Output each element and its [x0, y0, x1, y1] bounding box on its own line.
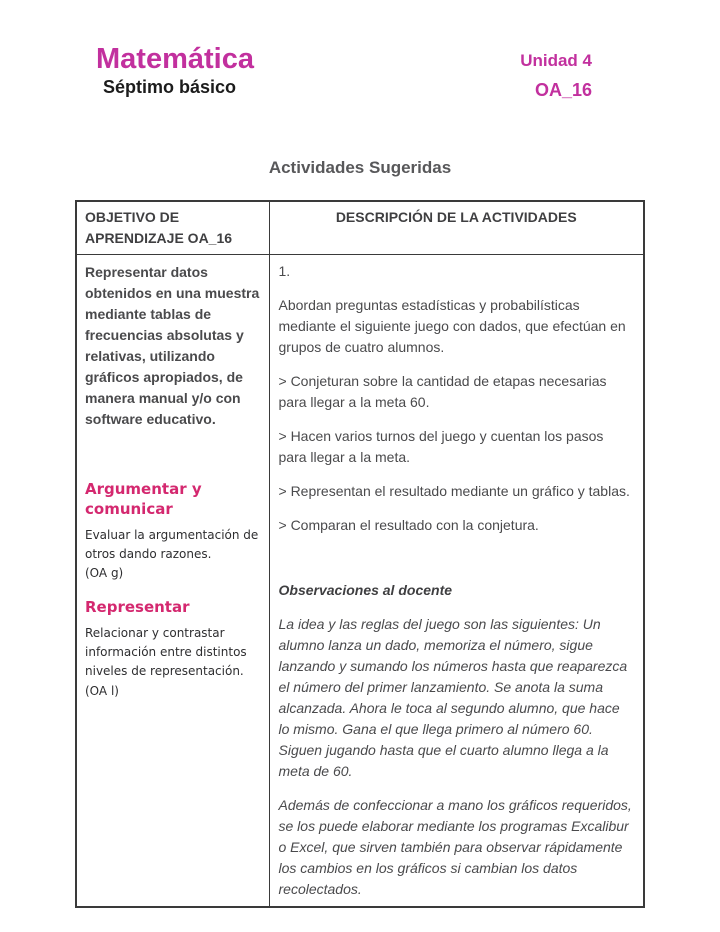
skill-description: Relacionar y contrastar información entre distintos niveles de representación. — [85, 626, 247, 679]
skill-block-representar — [85, 598, 261, 701]
oa-label: OA_16 — [534, 80, 592, 100]
skill-oa-code: (OA g) — [85, 566, 124, 581]
column-header-objective: OBJETIVO DE APRENDIZAJE OA_16 — [76, 201, 269, 255]
header-left-block — [96, 44, 254, 98]
activities-table — [75, 200, 645, 908]
header-right-block — [520, 51, 592, 101]
document-header — [0, 0, 720, 101]
objective-text: Representar datos obtenidos en una muestra mediante tablas de frecuencias absolutas y relativas, utilizando gráficos apropiados, de manera manual y/o con software educativo. — [85, 264, 260, 427]
observations-paragraph: Además de confeccionar a mano los gráficos requeridos, se los puede elaborar mediante los programas Excalibur o Excel, que sirven también para observar rápidamente los cambios en los gráficos si cambian los datos recolectados. — [278, 797, 632, 897]
skill-heading: Representar — [85, 597, 190, 616]
skill-heading: Argumentar y comunicar — [85, 480, 202, 518]
activity-intro: Abordan preguntas estadísticas y probabilísticas mediante el siguiente juego con dados, que efectúan en grupos de cuatro alumnos. — [278, 297, 626, 355]
grade-subtitle: Séptimo básico — [103, 77, 237, 98]
description-cell — [269, 255, 644, 908]
subject-title: Matemática — [96, 43, 254, 75]
activity-step: > Representan el resultado mediante un gráfico y tablas. — [278, 483, 630, 499]
skill-block-argumentar-y-comunicar — [85, 480, 261, 584]
observations-paragraph: La idea y las reglas del juego son las siguientes: Un alumno lanza un dado, memoriza el número, sigue lanzando y sumando los números hasta que reaparezca el número del primer lanzamiento. Se anota la suma alcanzada. Ahora le toca al segundo alumno, que hace lo mismo. Gana el que llega primero al número 60. Siguen jugando hasta que el cuarto alumno llega a la meta de 60. — [278, 616, 628, 779]
activity-step: > Hacen varios turnos del juego y cuentan los pasos para llegar a la meta. — [278, 428, 604, 465]
page-title: Actividades Sugeridas — [268, 158, 452, 177]
column-header-description: DESCRIPCIÓN DE LA ACTIVIDADES — [269, 201, 644, 255]
activity-step: > Conjeturan sobre la cantidad de etapas necesarias para llegar a la meta 60. — [278, 373, 607, 410]
unit-label: Unidad 4 — [520, 51, 592, 70]
skill-description: Evaluar la argumentación de otros dando razones. — [85, 528, 259, 562]
table-body-row — [76, 255, 644, 908]
activity-number: 1. — [278, 263, 291, 279]
activity-step: > Comparan el resultado con la conjetura. — [278, 517, 539, 533]
objective-cell — [76, 255, 269, 908]
table-header-row — [76, 201, 644, 255]
observations-heading: Observaciones al docente — [278, 582, 453, 598]
skill-oa-code: (OA l) — [85, 683, 119, 698]
